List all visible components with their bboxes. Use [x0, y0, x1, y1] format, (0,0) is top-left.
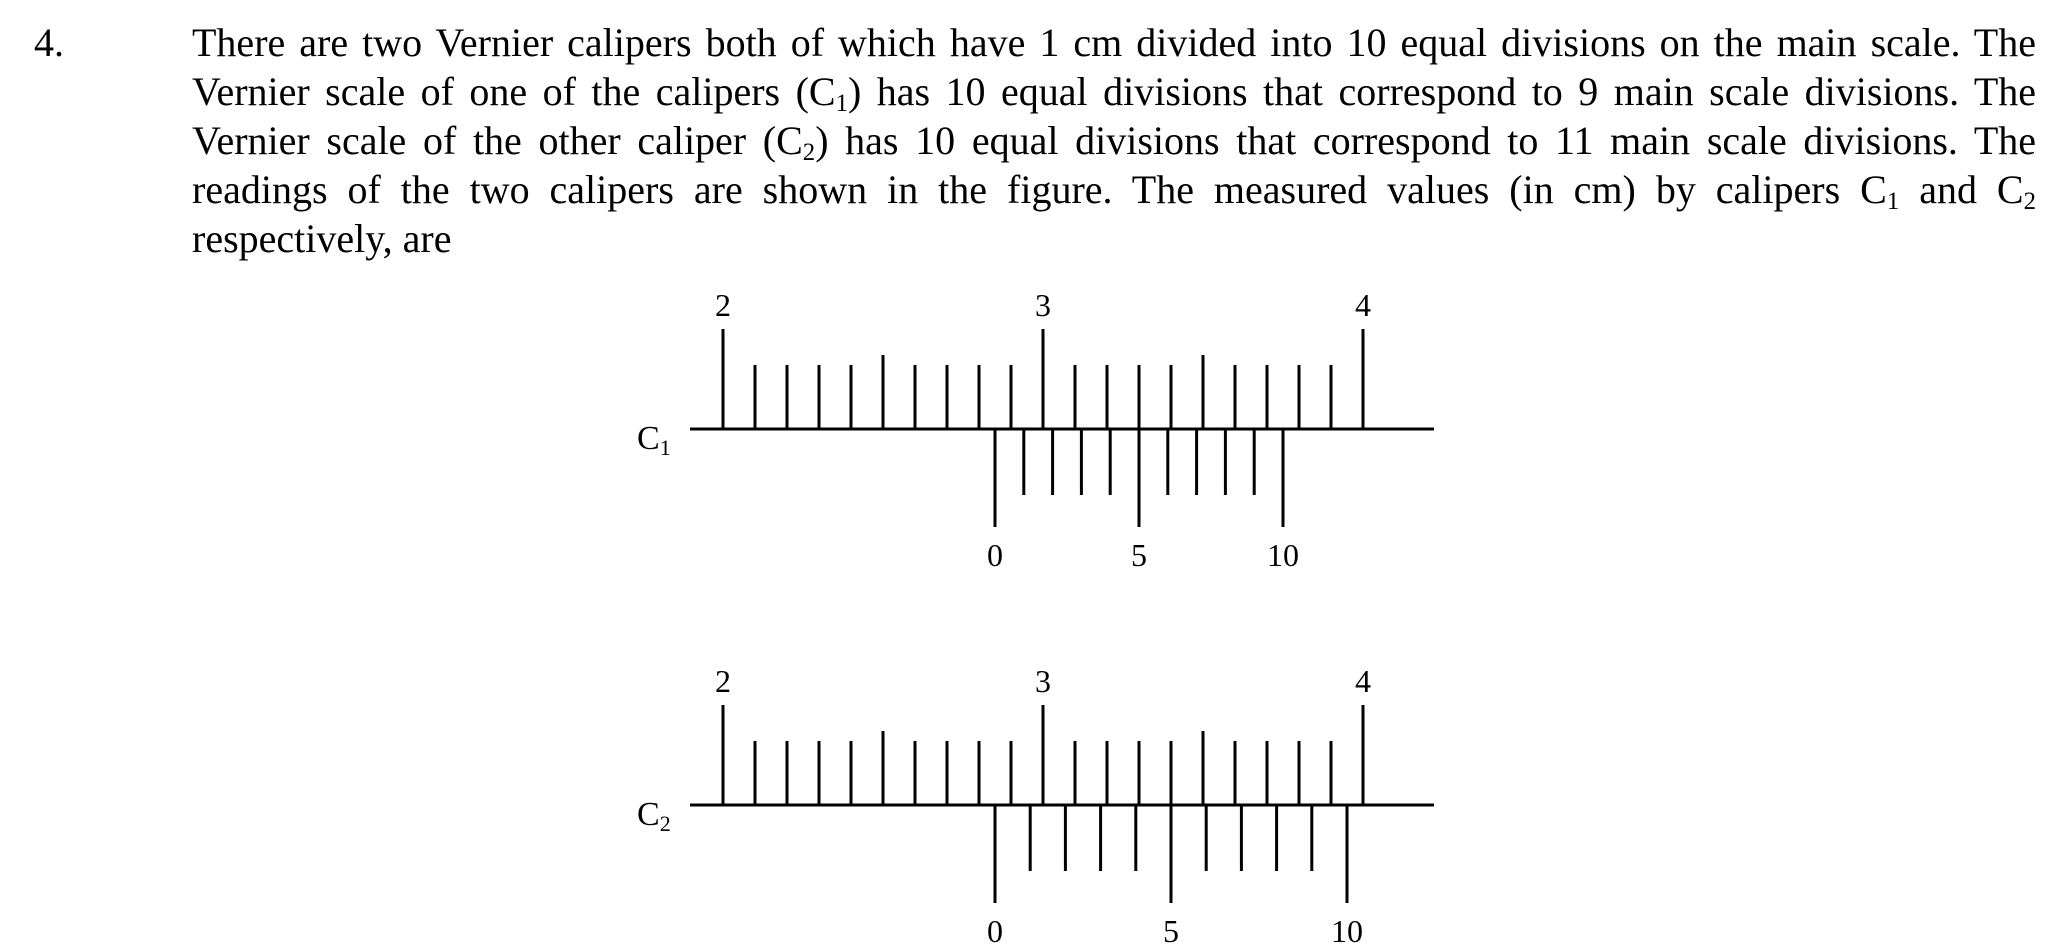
- main-scale-label: 4: [1355, 663, 1371, 699]
- text-run: respectively, are: [192, 216, 452, 261]
- vernier-scale-label: 10: [1331, 913, 1363, 949]
- caliper-label: [637, 796, 671, 836]
- text-run: and C: [1899, 167, 2024, 212]
- main-scale-label: 4: [1355, 287, 1371, 323]
- caliper-label-subscript: 1: [659, 435, 671, 460]
- main-scale-label: 2: [715, 663, 731, 699]
- vernier-scale-label: 0: [987, 537, 1003, 573]
- text-run: ) has 10 equal divisions that correspond to 11 main scale divisions. The readings of the two calipers are shown in the figure. The measured values (in cm) by calipers C: [192, 118, 2037, 212]
- caliper-label-subscript: 2: [659, 811, 671, 836]
- subscript: 2: [802, 139, 816, 167]
- text-run: There are two Vernier calipers both of which have 1 cm divided into 10 equal divisions on the main scale. The Vernier scale of one of the calipers (C: [192, 20, 2036, 114]
- question-number: 4.: [34, 20, 64, 65]
- main-scale-label: 2: [715, 287, 731, 323]
- main-scale-label: 3: [1035, 287, 1051, 323]
- text-run: ) has 10 equal divisions that correspond to 9 main scale divisions. The Vernier scale of the other caliper (C: [192, 69, 2037, 163]
- caliper-c1: [637, 287, 1434, 573]
- main-scale-label: 3: [1035, 663, 1051, 699]
- caliper-c2: [637, 663, 1434, 949]
- subscript: 2: [2023, 188, 2037, 216]
- vernier-scale-label: 10: [1267, 537, 1299, 573]
- vernier-scale-label: 0: [987, 913, 1003, 949]
- subscript: 1: [1886, 188, 1900, 216]
- vernier-scale-label: 5: [1163, 913, 1179, 949]
- subscript: 1: [835, 90, 848, 118]
- caliper-label-letter: C: [637, 796, 660, 833]
- caliper-label-letter: C: [637, 420, 660, 457]
- vernier-scale-label: 5: [1131, 537, 1147, 573]
- caliper-label: [637, 420, 671, 460]
